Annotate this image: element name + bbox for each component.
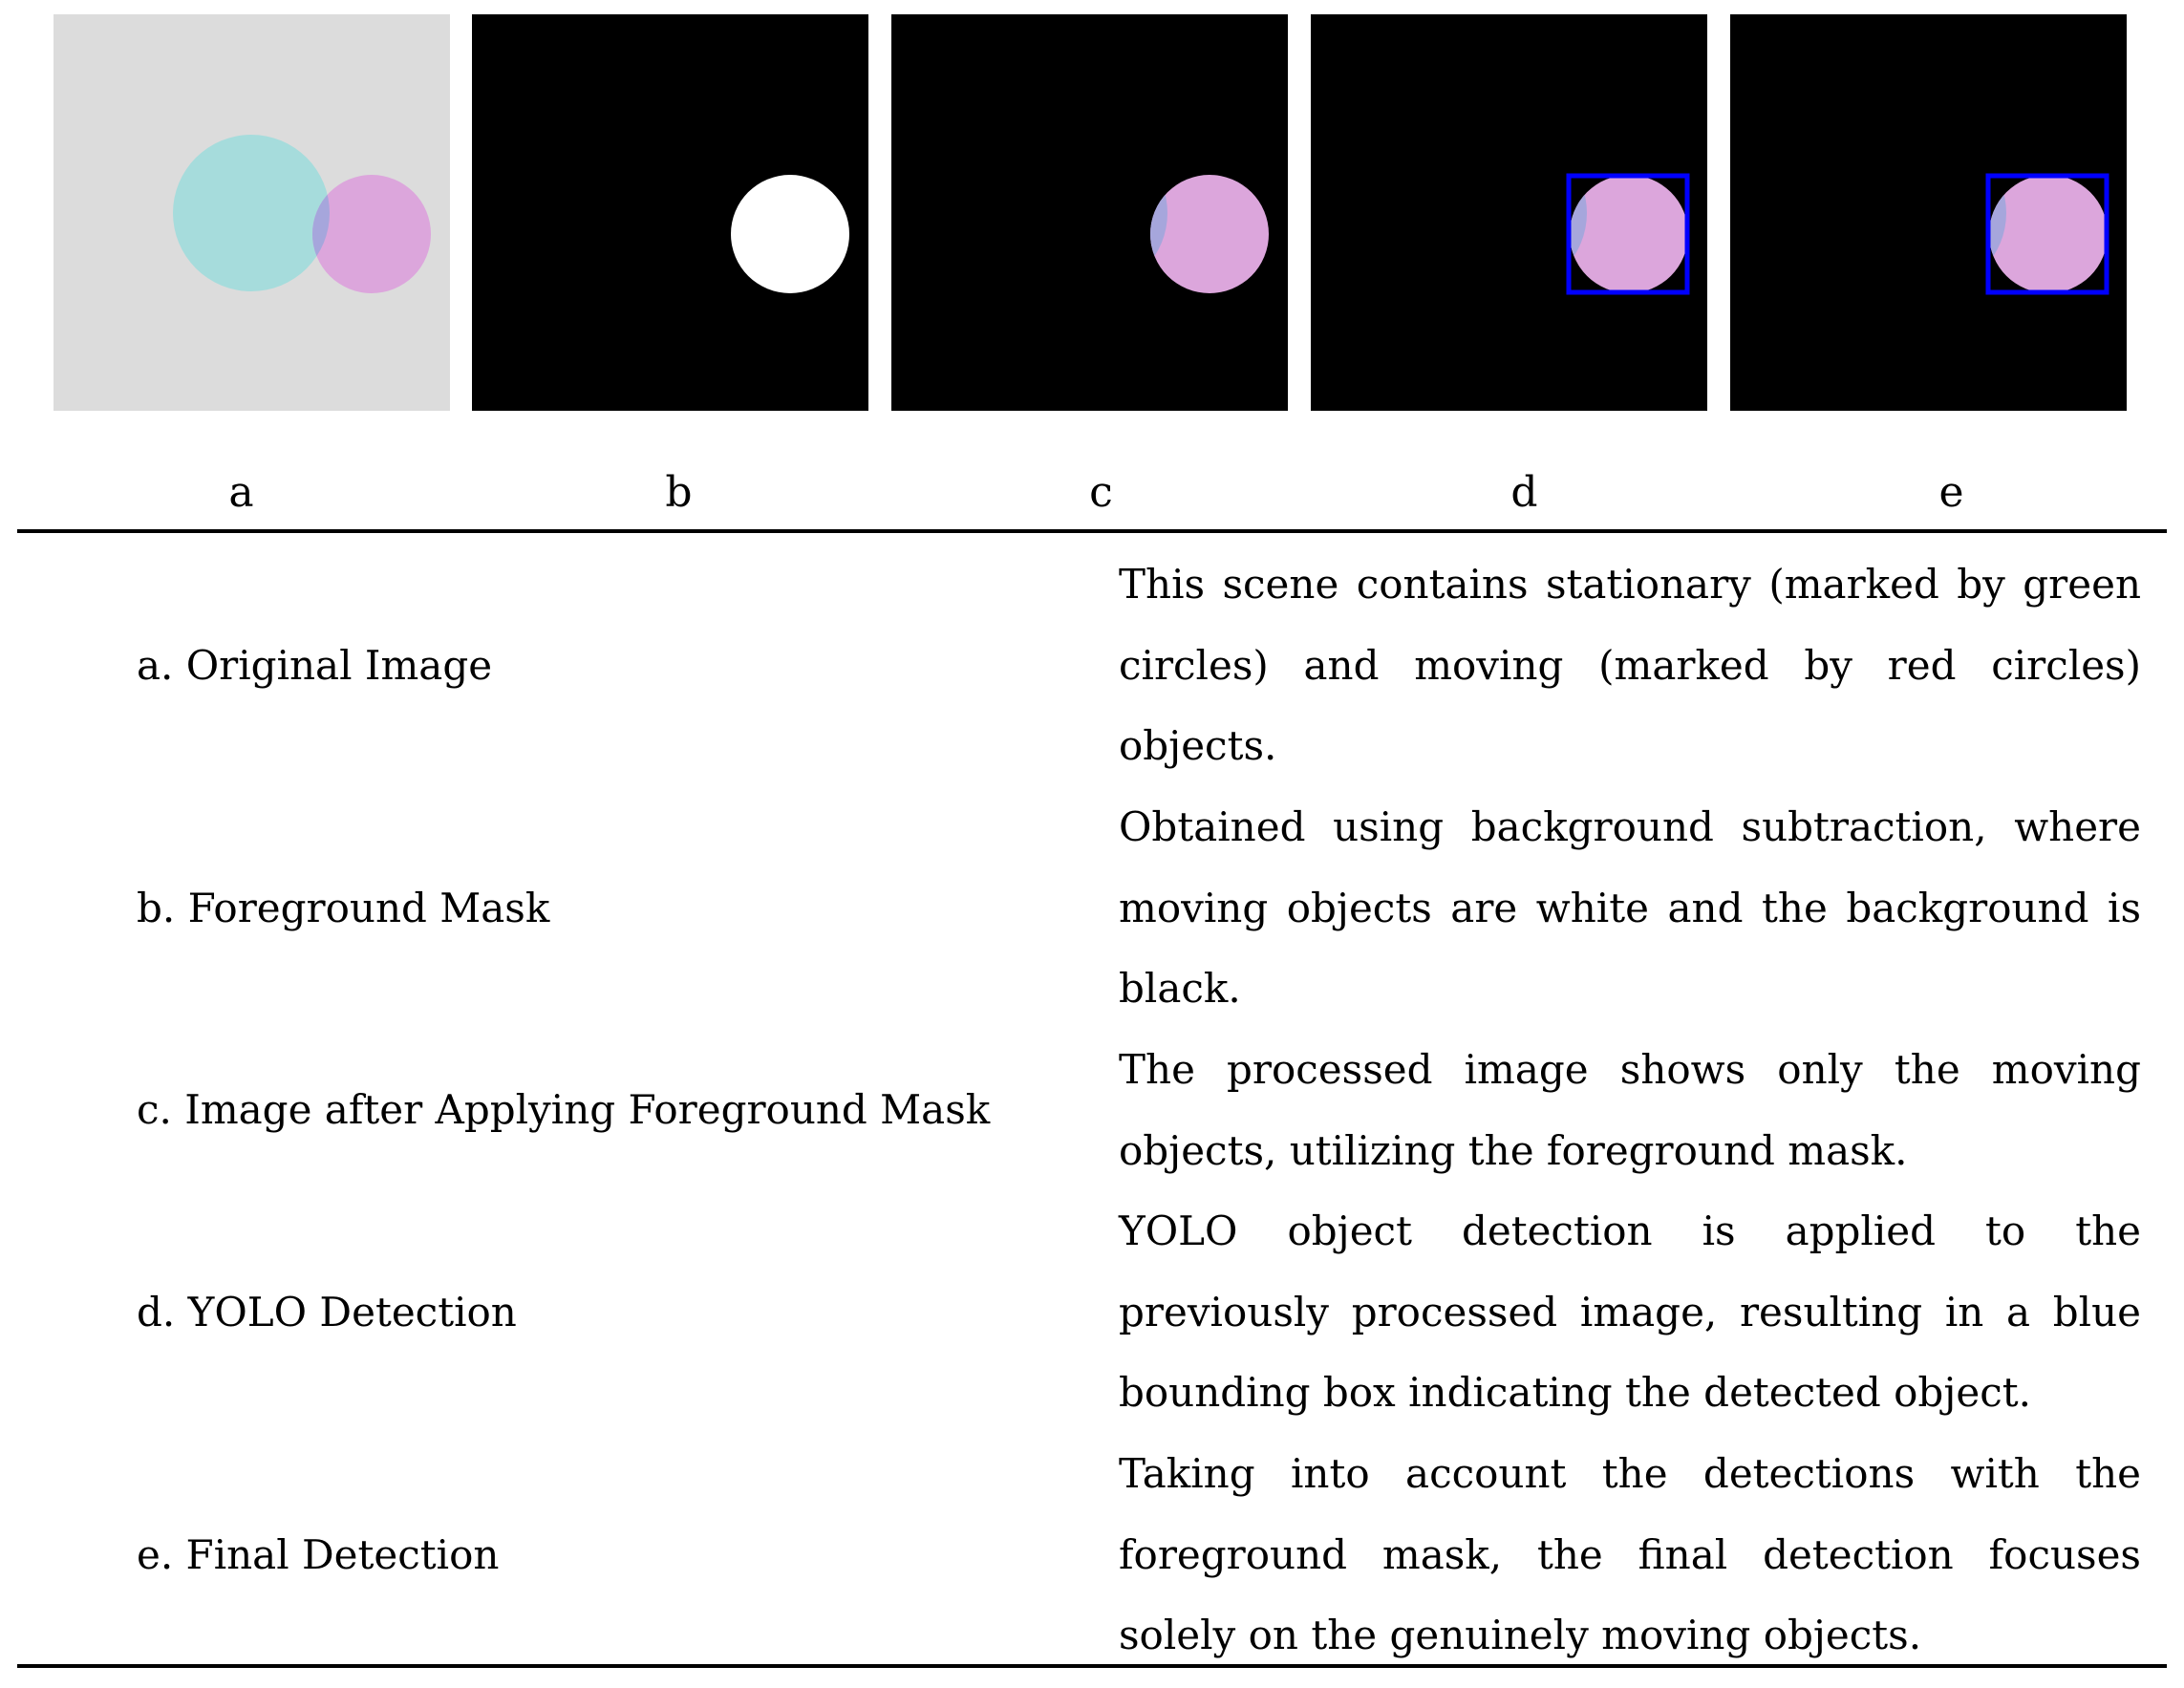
panel-label-d: d: [1510, 468, 1538, 517]
table-row: [0, 1191, 2184, 1434]
moving-circle: [1150, 175, 1269, 293]
row-label: c. Image after Applying Foreground Mask: [137, 1086, 991, 1134]
row-description: The processed image shows only the moving objects, utilizing the foreground mask.: [1119, 1046, 2141, 1174]
panel-masked-image: [891, 14, 1288, 411]
row-description: Taking into account the detections with the foreground mask, the final detection focuses solely on the genuinely moving objects.: [1119, 1450, 2141, 1659]
row-label: e. Final Detection: [137, 1530, 500, 1578]
panel-final-detection: [1730, 14, 2127, 411]
top-rule: [17, 529, 2167, 533]
panel-label-b: b: [665, 468, 693, 517]
panel-label-c: c: [1089, 468, 1113, 517]
panel-label-a: a: [228, 468, 254, 517]
table-row: [0, 545, 2184, 787]
stationary-circle: [173, 135, 330, 291]
row-label: b. Foreground Mask: [137, 884, 550, 931]
panel-original-image: [54, 14, 450, 411]
panel-label-e: e: [1938, 468, 1964, 517]
row-description: YOLO object detection is applied to the previously processed image, resulting in a blue bounding box indicating the detected object.: [1119, 1207, 2141, 1417]
row-description: Obtained using background subtraction, where moving objects are white and the background is black.: [1119, 803, 2141, 1013]
bottom-rule: [17, 1664, 2167, 1668]
moving-circle: [312, 175, 431, 293]
row-label: a. Original Image: [137, 641, 493, 689]
table-row: [0, 1434, 2184, 1677]
table-row: [0, 787, 2184, 1030]
table-row: [0, 1030, 2184, 1191]
mask-circle: [731, 175, 849, 293]
panel-yolo-detection: [1311, 14, 1707, 411]
row-label: d. YOLO Detection: [137, 1288, 517, 1335]
row-description: This scene contains stationary (marked by green circles) and moving (marked by red circles) objects.: [1119, 561, 2141, 770]
panel-foreground-mask: [472, 14, 868, 411]
